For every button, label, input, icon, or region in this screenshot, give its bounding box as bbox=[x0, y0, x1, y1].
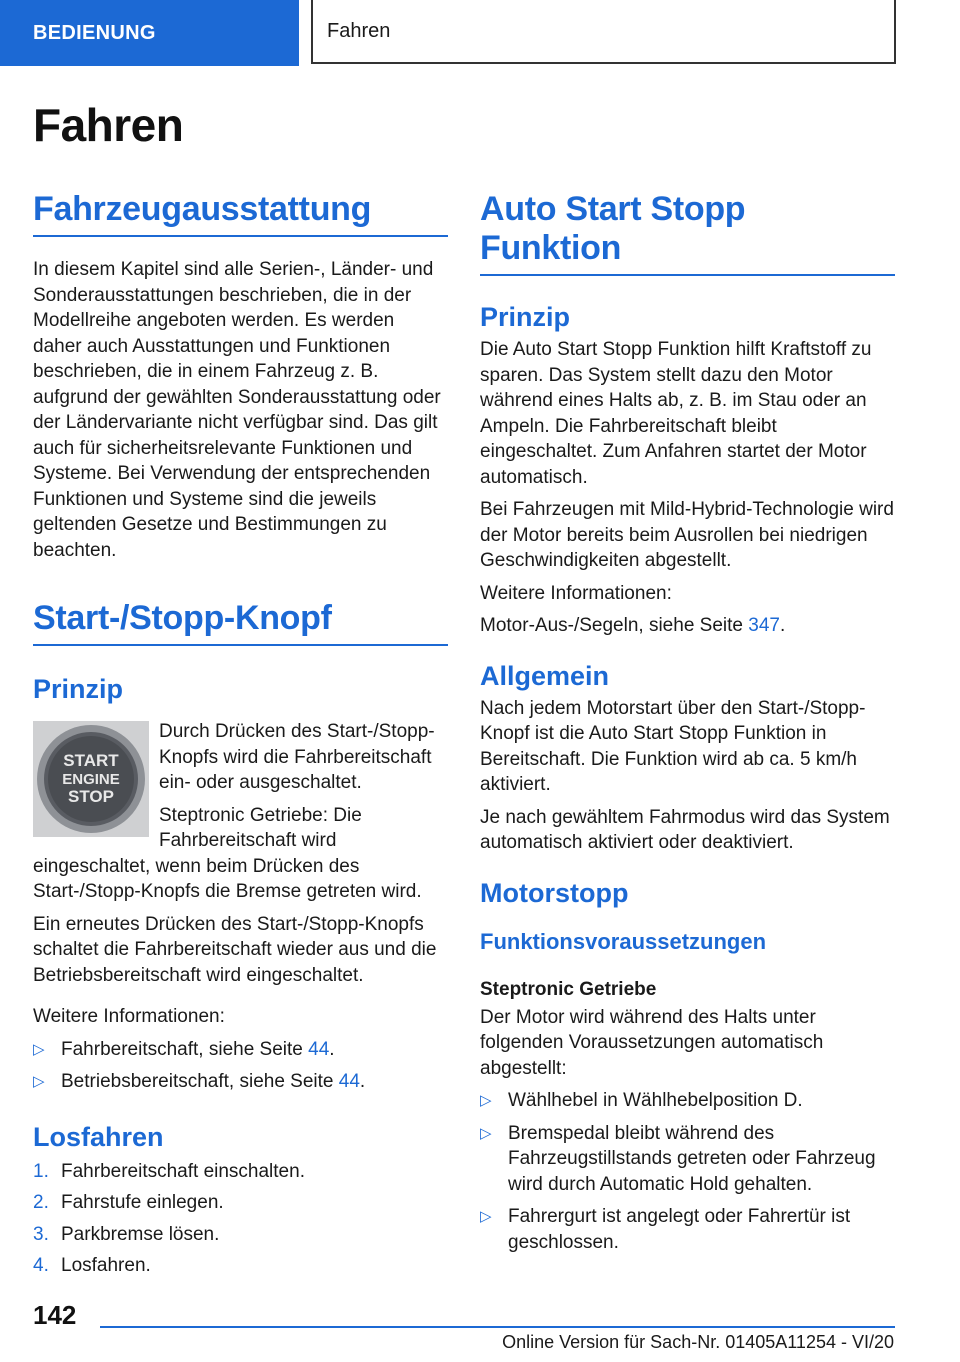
heading-prinzip-right: Prinzip bbox=[480, 302, 571, 332]
prinzip-text-2: Steptronic Getriebe: Die Fahrbereitschaft wird eingeschaltet, wenn beim Drücken des Start-/Stopp-Knopfs die Bremse getreten wird. bbox=[33, 804, 422, 902]
fahrzeugausstattung-text: In diesem Kapitel sind alle Serien-, Länder- und Sonderausstattungen beschrieben, die in der Modellreihe angeboten werden. Es werden daher auch Ausstattungen und Funktionen beschrieben, die in einem Fahrzeug z. B. aufgrund der gewählten Sonderausstattung oder der Ländervariante nicht verfügbar sind. Das gilt auch für sicherheitsrelevante Funktionen und Systeme. Bei Verwendung der entsprechenden Funktionen und Systeme sind die jeweils geltenden Gesetze und Bestimmungen zu beachten. bbox=[33, 259, 441, 561]
page-title: Fahren bbox=[33, 99, 184, 151]
section-tab: BEDIENUNG bbox=[0, 0, 299, 66]
step-text: Parkbremse lösen. bbox=[61, 1223, 220, 1245]
page-link[interactable]: 347 bbox=[748, 615, 780, 636]
step-number: 1. bbox=[33, 1160, 49, 1182]
heading-allgemein: Allgemein bbox=[480, 660, 610, 691]
list-item bbox=[33, 1159, 448, 1185]
auto-weitere-informationen: Weitere Informationen: bbox=[480, 582, 672, 604]
left-column bbox=[33, 190, 448, 1285]
voraussetzungen-list bbox=[480, 1088, 895, 1255]
start-stop-button-image bbox=[33, 721, 149, 837]
step-number: 4. bbox=[33, 1255, 49, 1276]
list-item bbox=[480, 1088, 895, 1114]
allgemein-text-1: Nach jedem Motorstart über den Start-/Stopp-Knopf ist die Auto Start Stopp Funktion in Bereitschaft. Die Funktion wird ab ca. 5 km/h aktiviert. bbox=[480, 697, 866, 795]
triangle-bullet-icon: ▷ bbox=[480, 1124, 492, 1142]
chapter-header: Fahren bbox=[311, 0, 896, 64]
auto-reference: Motor-Aus-/Segeln, siehe Seite 347. bbox=[480, 615, 786, 636]
weitere-informationen-label: Weitere Informationen: bbox=[33, 1006, 225, 1027]
footer-divider bbox=[100, 1326, 895, 1328]
heading-fahrzeugausstattung: Fahrzeugausstattung bbox=[33, 190, 448, 237]
step-text: Losfahren. bbox=[61, 1255, 151, 1276]
ref-text: Betriebsbereitschaft, siehe Seite bbox=[61, 1071, 339, 1092]
list-item: ▷ Betriebsbereitschaft, siehe Seite 44. bbox=[33, 1069, 448, 1095]
triangle-bullet-icon: ▷ bbox=[480, 1092, 492, 1109]
losfahren-steps bbox=[33, 1159, 448, 1279]
list-item bbox=[480, 1204, 895, 1255]
heading-steptronic-getriebe: Steptronic Getriebe bbox=[480, 978, 657, 1000]
list-item-text: Wählhebel in Wählhebelposition D. bbox=[508, 1090, 803, 1111]
list-item-text: Bremspedal bleibt während des Fahrzeugstillstands getreten oder Fahrzeug wird durch Automatic Hold gehalten. bbox=[508, 1122, 876, 1195]
start-stop-button-icon bbox=[33, 721, 149, 837]
button-label-start: START bbox=[63, 751, 119, 770]
page-link[interactable]: 44 bbox=[338, 1071, 360, 1092]
heading-funktionsvoraussetzungen: Funktionsvoraussetzungen bbox=[480, 928, 767, 954]
step-number: 3. bbox=[33, 1223, 49, 1245]
heading-start-stopp-knopf: Start-/Stopp-Knopf bbox=[33, 599, 448, 646]
heading-losfahren: Losfahren bbox=[33, 1121, 164, 1152]
prinzip-text-3: Ein erneutes Drücken des Start-/Stopp-Knopfs schaltet die Fahrbereitschaft wieder aus und die Betriebsbereitschaft wird eingeschaltet. bbox=[33, 913, 437, 986]
list-item-text: Fahrergurt ist angelegt oder Fahrertür ist geschlossen. bbox=[508, 1206, 851, 1253]
ref-text: Motor-Aus-/Segeln, siehe Seite bbox=[480, 615, 749, 636]
step-text: Fahrstufe einlegen. bbox=[61, 1192, 224, 1213]
page-link[interactable]: 44 bbox=[308, 1038, 330, 1060]
triangle-bullet-icon: ▷ bbox=[33, 1040, 45, 1058]
heading-auto-start-stopp: Auto Start Stopp Funktion bbox=[480, 190, 895, 276]
right-column bbox=[480, 190, 895, 1262]
reference-list bbox=[33, 1037, 448, 1095]
list-item bbox=[480, 1121, 895, 1198]
page-number: 142 bbox=[33, 1300, 77, 1330]
ref-text: Fahrbereitschaft, siehe Seite bbox=[61, 1038, 309, 1060]
heading-prinzip: Prinzip bbox=[33, 674, 124, 704]
auto-prinzip-text-1: Die Auto Start Stopp Funktion hilft Kraftstoff zu sparen. Das System stellt dazu den Motor während eines Halts ab, z. B. im Stau oder an Ampeln. Die Fahrbereitschaft bleibt eingeschaltet. Zum Anfahren startet der Motor automatisch. bbox=[480, 339, 872, 488]
step-text: Fahrbereitschaft einschalten. bbox=[61, 1160, 305, 1182]
button-label-engine: ENGINE bbox=[62, 771, 120, 788]
prinzip-text-1: Durch Drücken des Start-/Stopp-Knopfs wird die Fahrbereitschaft ein- oder ausgeschaltet. bbox=[159, 721, 435, 793]
triangle-bullet-icon: ▷ bbox=[480, 1208, 492, 1225]
button-label-stop: STOP bbox=[68, 787, 114, 806]
allgemein-text-2: Je nach gewähltem Fahrmodus wird das System automatisch aktiviert oder deaktiviert. bbox=[480, 806, 890, 853]
step-number: 2. bbox=[33, 1192, 49, 1213]
triangle-bullet-icon: ▷ bbox=[33, 1073, 45, 1090]
motorstopp-text: Der Motor wird während des Halts unter folgenden Voraussetzungen automatisch abgestellt: bbox=[480, 1006, 824, 1079]
auto-prinzip-text-2: Bei Fahrzeugen mit Mild-Hybrid-Technologie wird der Motor bereits beim Ausrollen bei niedrigen Geschwindigkeiten abgestellt. bbox=[480, 499, 894, 571]
list-item: ▷ Fahrbereitschaft, siehe Seite 44. bbox=[33, 1037, 448, 1063]
list-item bbox=[33, 1222, 448, 1248]
footer-online-version: Online Version für Sach-Nr. 01405A11254 - VI/20 bbox=[502, 1332, 894, 1352]
list-item bbox=[33, 1190, 448, 1216]
heading-motorstopp: Motorstopp bbox=[480, 877, 629, 908]
list-item bbox=[33, 1253, 448, 1279]
